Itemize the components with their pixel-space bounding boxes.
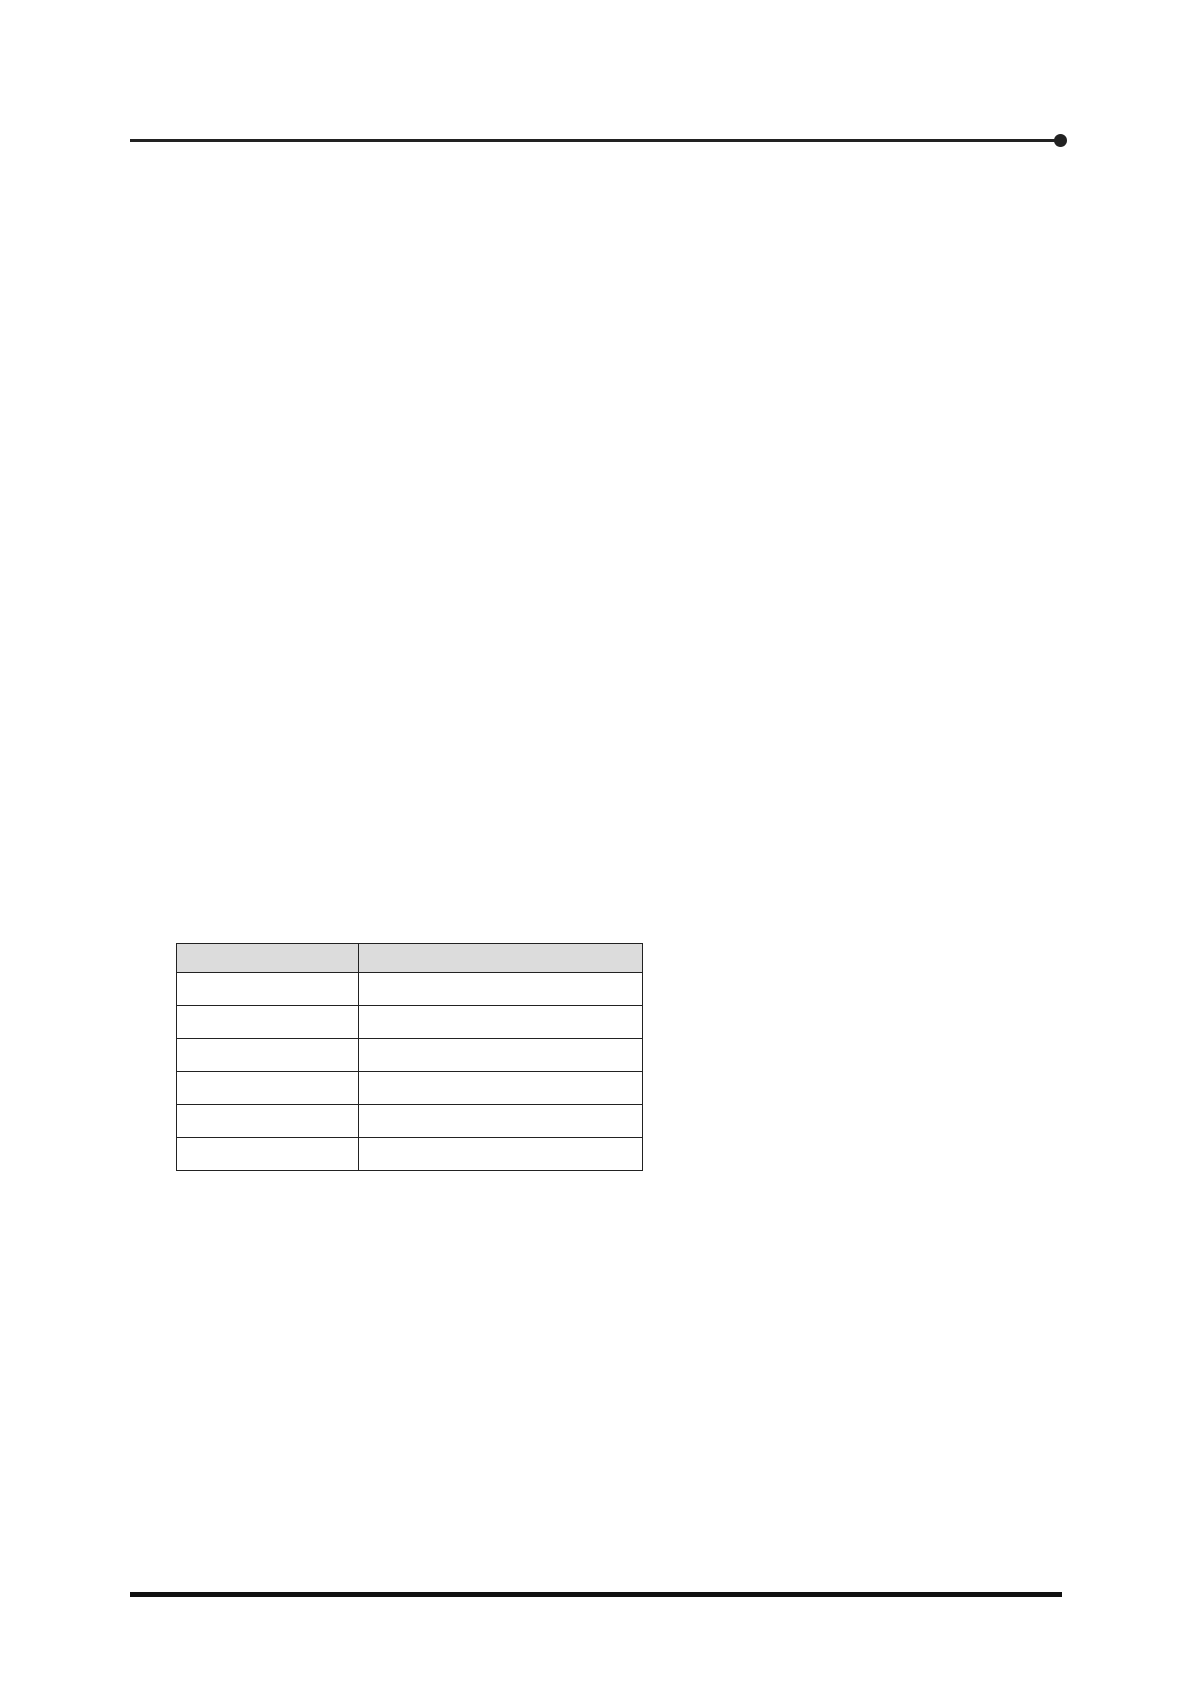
header-rule-dot (1054, 134, 1067, 147)
table-cell (359, 1072, 643, 1105)
status-table-header-cell (359, 944, 643, 973)
table-cell (177, 1105, 359, 1138)
table-cell (177, 1072, 359, 1105)
table-row (177, 973, 643, 1006)
status-table (176, 943, 643, 1171)
table-cell (359, 1105, 643, 1138)
table-row (177, 1072, 643, 1105)
table-cell (359, 1039, 643, 1072)
table-row (177, 1138, 643, 1171)
table-cell (359, 1138, 643, 1171)
table-row (177, 1006, 643, 1039)
header-rule (130, 139, 1058, 142)
table-cell (359, 1006, 643, 1039)
table-cell (177, 1039, 359, 1072)
table-row (177, 1039, 643, 1072)
status-table-header-row (177, 944, 643, 973)
status-table-header-cell (177, 944, 359, 973)
table-cell (177, 973, 359, 1006)
table-row (177, 1105, 643, 1138)
footer-rule (130, 1592, 1062, 1597)
table-cell (177, 1138, 359, 1171)
table-cell (177, 1006, 359, 1039)
table-cell (359, 973, 643, 1006)
